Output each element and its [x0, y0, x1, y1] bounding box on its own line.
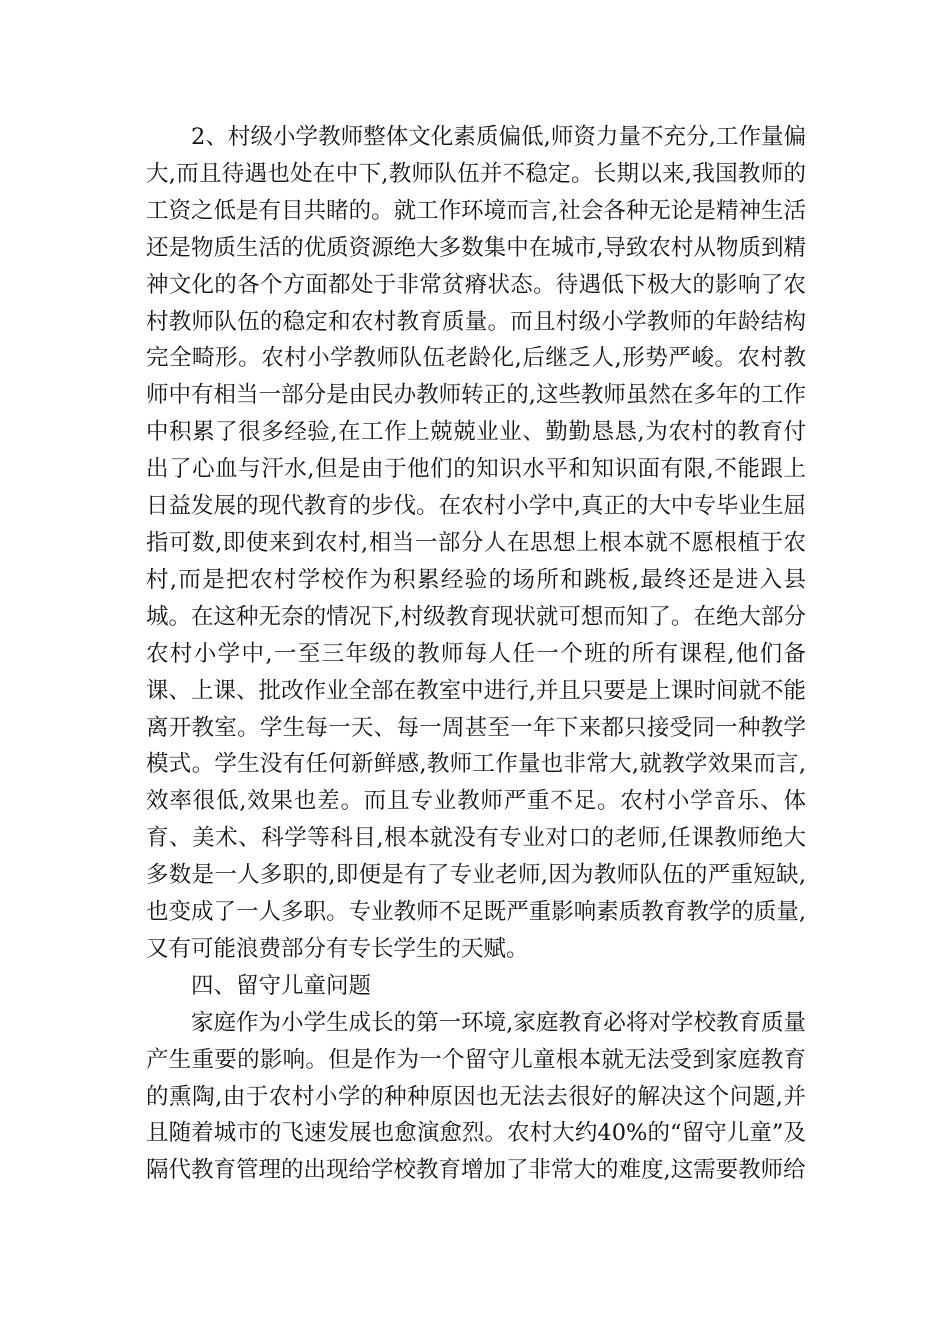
- section-heading-left-behind-children: 四、留守儿童问题: [191, 972, 372, 999]
- document-page: [146, 119, 806, 1189]
- paragraph-teacher-quality: 2、村级小学教师整体文化素质偏低,师资力量不充分,工作量偏大,而且待遇也处在中下,教师队伍并不稳定。长期以来,我国教师的工资之低是有目共睹的。就工作环境而言,社会各种无论是精神生活还是物质生活的优质资源绝大多数集中在城市,导致农村从物质到精神文化的各个方面都处于非常贫瘠状态。待遇低下极大的影响了农村教师队伍的稳定和农村教育质量。而且村级小学教师的年龄结构完全畸形。农村小学教师队伍老龄化,后继乏人,形势严峻。农村教师中有相当一部分是由民办教师转正的,这些教师虽然在多年的工作中积累了很多经验,在工作上兢兢业业、勤勤恳恳,为农村的教育付出了心血与汗水,但是由于他们的知识水平和知识面有限,不能跟上日益发展的现代教育的步伐。在农村小学中,真正的大中专毕业生屈指可数,即使来到农村,相当一部分人在思想上根本就不愿根植于农村,而是把农村学校作为积累经验的场所和跳板,最终还是进入县城。在这种无奈的情况下,村级教育现状就可想而知了。在绝大部分农村小学中,一至三年级的教师每人任一个班的所有课程,他们备课、上课、批改作业全部在教室中进行,并且只要是上课时间就不能离开教室。学生每一天、每一周甚至一年下来都只接受同一种教学模式。学生没有任何新鲜感,教师工作量也非常大,就教学效果而言,效率很低,效果也差。而且专业教师严重不足。农村小学音乐、体育、美术、科学等科目,根本就没有专业对口的老师,任课教师绝大多数是一人多职的,即便是有了专业老师,因为教师队伍的严重短缺,也变成了一人多职。专业教师不足既严重影响素质教育教学的质量,又有可能浪费部分有专长学生的天赋。: [146, 124, 806, 962]
- paragraph-family-education: 家庭作为小学生成长的第一环境,家庭教育必将对学校教育质量产生重要的影响。但是作为一个留守儿童根本就无法受到家庭教育的熏陶,由于农村小学的种种原因也无法去很好的解决这个问题,并且随着城市的飞速发展也愈演愈烈。农村大约40%的“留守儿童”及隔代教育管理的出现给学校教育增加了非常大的难度,这需要教师给: [146, 1009, 806, 1184]
